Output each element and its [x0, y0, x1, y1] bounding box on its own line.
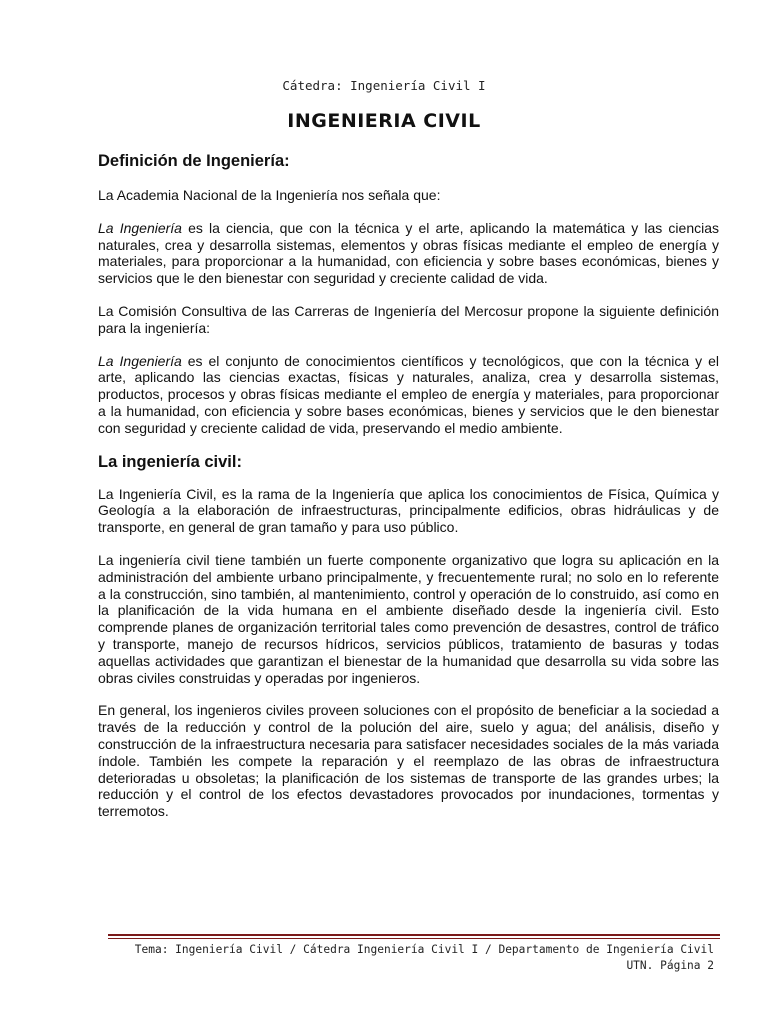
catedra-header: Cátedra: Ingeniería Civil I	[282, 78, 486, 93]
emphasis-term: La Ingeniería	[98, 352, 182, 369]
footer-page-number: UTN. Página 2	[626, 958, 714, 972]
footer-divider-thin	[108, 938, 720, 939]
document-body	[98, 150, 719, 836]
paragraph-comision: La Comisión Consultiva de las Carreras de Ingeniería del Mercosur propone la siguiente definición para la ingeniería:	[98, 302, 719, 336]
paragraph-componente-organizativo: La ingeniería civil tiene también un fuerte componente organizativo que logra su aplicación en la administración del ambiente urbano principalmente, y frecuentemente rural; no solo en lo referente a la construcción, sino también, al mantenimiento, control y operación de lo construido, así como en la planificación de la vida humana en el ambiente diseñado desde la ingeniería civil. Esto comprende planes de organización territorial tales como prevención de desastres, control de tráfico y transporte, manejo de recursos hídricos, servicios públicos, tratamiento de basuras y todas aquellas actividades que garantizan el bienestar de la humanidad que desarrolla su vida sobre las obras civiles construidas y operadas por ingenieros.	[98, 551, 719, 686]
paragraph-text: es la ciencia, que con la técnica y el arte, aplicando la matemática y las ciencias naturales, crea y desarrolla sistemas, elementos y obras físicas mediante el empleo de energía y materiales, para proporcionar a la humanidad, con eficiencia y sobre bases económicas, bienes y servicios que le den bienestar con seguridad y creciente calidad de vida.	[98, 219, 720, 287]
emphasis-term: La Ingeniería	[98, 219, 182, 236]
paragraph-text: es el conjunto de conocimientos científicos y tecnológicos, que con la técnica y el arte, aplicando las ciencias exactas, físicas y naturales, analiza, crea y desarrolla sistemas, productos, procesos y obras físicas mediante el empleo de energía y materiales, para proporcionar a la humanidad, con eficiencia y sobre bases económicas, bienes y servicios que le den bienestar con seguridad y creciente calidad de vida, preservando el medio ambiente.	[98, 352, 719, 436]
footer-topic: Tema: Ingeniería Civil / Cátedra Ingeniería Civil I / Departamento de Ingeniería Civil	[134, 943, 714, 956]
section-heading-ingenieria-civil: La ingeniería civil:	[98, 452, 242, 471]
footer-divider-thick	[108, 934, 720, 936]
page-footer	[108, 942, 714, 973]
page-title: INGENIERIA CIVIL	[287, 110, 481, 132]
paragraph-definicion-mercosur	[98, 353, 719, 437]
section-heading-definicion: Definición de Ingeniería:	[98, 152, 290, 170]
paragraph-academia: La Academia Nacional de la Ingeniería nos señala que:	[98, 187, 441, 203]
paragraph-definicion-academia	[98, 220, 719, 287]
paragraph-soluciones: En general, los ingenieros civiles proveen soluciones con el propósito de beneficiar a la sociedad a través de la reducción y control de la polución del aire, suelo y agua; del análisis, diseño y construcción de la infraestructura necesaria para satisfacer necesidades sociales de la más variada índole. También les compete la reparación y el reemplazo de las obras de infraestructura deterioradas u obsoletas; la planificación de los sistemas de transporte de las grandes urbes; la reducción y el control de los efectos devastadores provocados por inundaciones, tormentas y terremotos.	[98, 702, 719, 820]
paragraph-rama: La Ingeniería Civil, es la rama de la Ingeniería que aplica los conocimientos de Física, Química y Geología a la elaboración de infraestructuras, principalmente edificios, obras hidráulicas y de transporte, en general de gran tamaño y para uso público.	[98, 485, 719, 536]
